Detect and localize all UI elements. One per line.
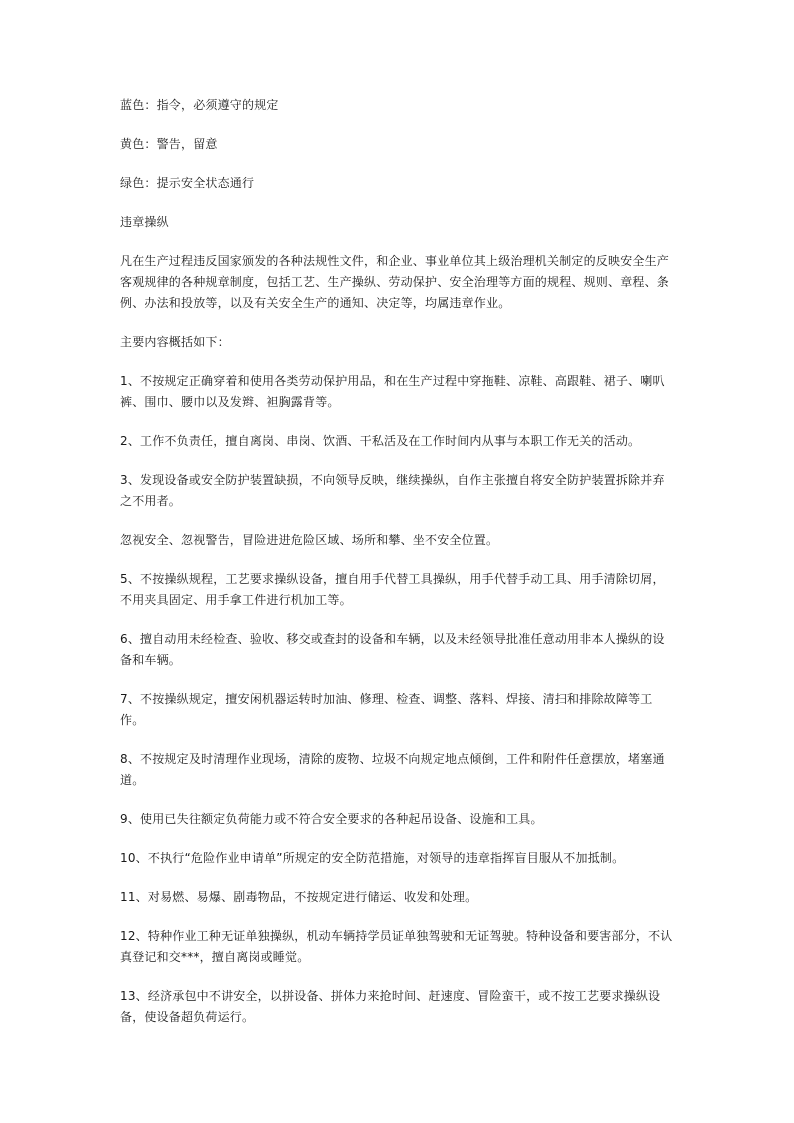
list-item-9: 9、使用已失往额定负荷能力或不符合安全要求的各种起吊设备、设施和工具。 bbox=[120, 812, 543, 826]
intro-paragraph: 凡在生产过程违反国家颁发的各种法规性文件，和企业、事业单位其上级治理机关制定的反映安全生产客观规律的各种规章制度，包括工艺、生产操纵、劳动保护、安全治理等方面的规程、规则、章程、条例、办法和投放等，以及有关安全生产的通知、决定等，均属违章作业。 bbox=[120, 254, 670, 310]
list-item-8: 8、不按规定及时清理作业现场，清除的废物、垃圾不向规定地点倾倒，工件和附件任意摆放，堵塞通道。 bbox=[120, 752, 665, 787]
list-item-4: 忽视安全、忽视警告，冒险进进危险区域、场所和攀、坐不安全位置。 bbox=[120, 533, 499, 547]
list-item-1: 1、不按规定正确穿着和使用各类劳动保护用品，和在生产过程中穿拖鞋、凉鞋、高跟鞋、裙子、喇叭裤、围巾、腰巾以及发辫、袒胸露背等。 bbox=[120, 374, 665, 409]
list-item-6: 6、擅自动用未经检查、验收、移交或查封的设备和车辆，以及未经领导批准任意动用非本人操纵的设备和车辆。 bbox=[120, 632, 665, 667]
list-item-3: 3、发现设备或安全防护装置缺损，不向领导反映，继续操纵，自作主张擅自将安全防护装置拆除并弃之不用者。 bbox=[120, 473, 665, 508]
list-item-12: 12、特种作业工种无证单独操纵，机动车辆持学员证单独驾驶和无证驾驶。特种设备和要害部分，不认真登记和交***，擅自离岗或睡觉。 bbox=[120, 929, 673, 964]
list-item-5: 5、不按操纵规程，工艺要求操纵设备，擅自用手代替工具操纵，用手代替手动工具、用手清除切屑，不用夹具固定、用手拿工件进行机加工等。 bbox=[120, 572, 665, 607]
list-item-13: 13、经济承包中不讲安全，以拼设备、拼体力来抢时间、赶速度、冒险蛮干，或不按工艺要求操纵设备，使设备超负荷运行。 bbox=[120, 989, 661, 1024]
legend-green: 绿色：提示安全状态通行 bbox=[120, 176, 255, 190]
list-item-7: 7、不按操纵规定，擅安闲机器运转时加油、修理、检查、调整、落料、焊接、清扫和排除故障等工作。 bbox=[120, 692, 653, 727]
legend-yellow: 黄色：警告，留意 bbox=[120, 137, 218, 151]
list-item-10: 10、不执行“危险作业申请单”所规定的安全防范措施，对领导的违章指挥盲目服从不加抵制。 bbox=[120, 851, 625, 865]
list-intro: 主要内容概括如下： bbox=[120, 335, 230, 349]
legend-blue: 蓝色：指令，必须遵守的规定 bbox=[120, 98, 279, 112]
section-heading: 违章操纵 bbox=[120, 215, 169, 229]
list-item-2: 2、工作不负责任，擅自离岗、串岗、饮酒、干私活及在工作时间内从事与本职工作无关的活动。 bbox=[120, 434, 641, 448]
list-item-11: 11、对易燃、易爆、剧毒物品，不按规定进行储运、收发和处理。 bbox=[120, 890, 478, 904]
